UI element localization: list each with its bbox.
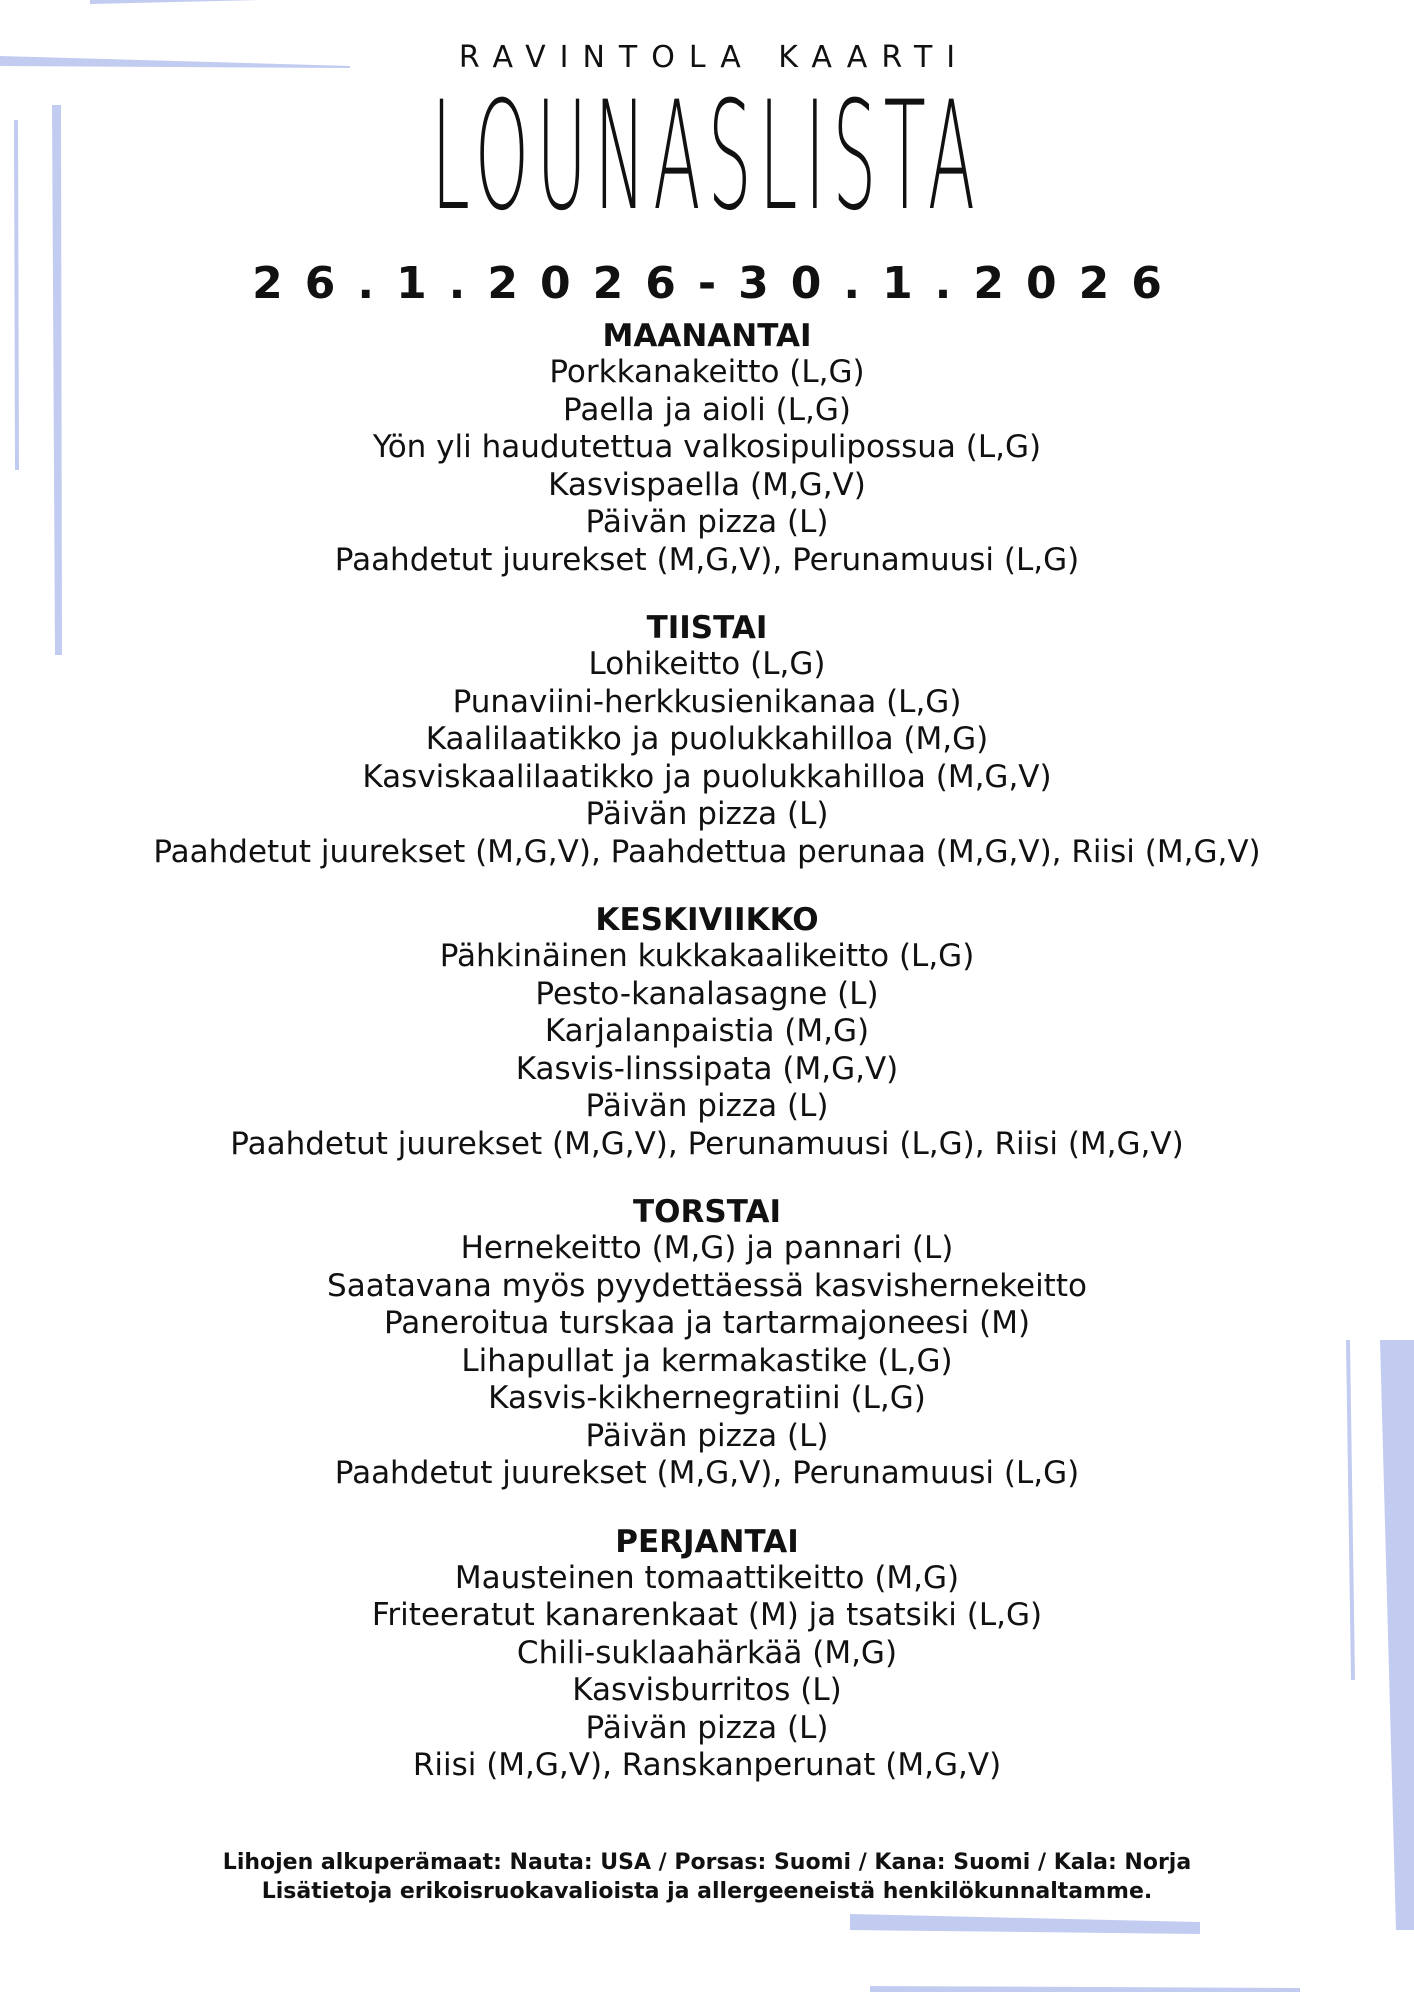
menu-item: Päivän pizza (L) (585, 1088, 829, 1124)
day-heading: TIISTAI (646, 610, 768, 646)
day-section-torstai (0, 1194, 1414, 1493)
menu-item: Päivän pizza (L) (585, 504, 829, 540)
menu-item: Friteeratut kanarenkaat (M) ja tsatsiki (L,G) (371, 1597, 1043, 1633)
menu-item: Paahdetut juurekset (M,G,V), Perunamuusi (L,G) (334, 1455, 1080, 1491)
menu-item: Paahdetut juurekset (M,G,V), Paahdettua perunaa (M,G,V), Riisi (M,G,V) (153, 833, 1261, 870)
day-heading: TORSTAI (633, 1194, 781, 1230)
menu-item: Yön yli haudutettua valkosipulipossua (L,G) (372, 429, 1042, 465)
menu-item: Paahdetut juurekset (M,G,V), Perunamuusi (L,G) (334, 541, 1080, 578)
menu (0, 318, 1414, 1816)
menu-item: Mausteinen tomaattikeitto (M,G) (454, 1559, 960, 1596)
menu-item: Lohikeitto (L,G) (588, 646, 826, 682)
menu-item: Porkkanakeitto (L,G) (549, 354, 865, 390)
menu-item: Kaalilaatikko ja puolukkahilloa (M,G) (425, 721, 989, 757)
day-heading: PERJANTAI (615, 1523, 799, 1560)
menu-item: Chili-suklaahärkää (M,G) (516, 1634, 898, 1671)
page-title (0, 70, 1414, 244)
title-text: LOUNASLISTA (431, 70, 983, 244)
day-section-perjantai (0, 1524, 1414, 1785)
day-section-maanantai (0, 318, 1414, 579)
footer-info-note: Lisätietoja erikoisruokavalioista ja allergeeneistä henkilökunnaltamme. (261, 1879, 1153, 1904)
menu-item: Karjalanpaistia (M,G) (544, 1013, 870, 1049)
menu-item: Kasviskaalilaatikko ja puolukkahilloa (M,G,V) (362, 758, 1052, 795)
date-range: 26.1.2026-30.1.2026 (252, 258, 1184, 309)
decorative-stroke (870, 1986, 1300, 1992)
menu-item: Kasvis-kikhernegratiini (L,G) (488, 1380, 926, 1416)
menu-item: Päivän pizza (L) (585, 1709, 829, 1746)
menu-item: Punaviini-herkkusienikanaa (L,G) (452, 683, 962, 720)
footer-origin-note: Lihojen alkuperämaat: Nauta: USA / Porsas: Suomi / Kana: Suomi / Kala: Norja (222, 1850, 1192, 1875)
menu-item: Paneroitua turskaa ja tartarmajoneesi (M) (383, 1305, 1031, 1341)
day-section-keskiviikko (0, 902, 1414, 1163)
menu-item: Saatavana myös pyydettäessä kasvishernekeitto (327, 1267, 1087, 1304)
menu-item: Paahdetut juurekset (M,G,V), Perunamuusi (L,G), Riisi (M,G,V) (230, 1125, 1184, 1162)
decorative-stroke (850, 1914, 1200, 1934)
menu-item: Lihapullat ja kermakastike (L,G) (461, 1342, 953, 1379)
menu-item: Hernekeitto (M,G) ja pannari (L) (460, 1230, 954, 1266)
menu-item: Kasvisburritos (L) (572, 1672, 842, 1708)
day-heading: KESKIVIIKKO (595, 902, 819, 938)
menu-item: Paella ja aioli (L,G) (563, 391, 851, 428)
restaurant-name: RAVINTOLA KAARTI (458, 40, 970, 75)
decorative-stroke (90, 0, 260, 4)
menu-item: Kasvis-linssipata (M,G,V) (515, 1050, 899, 1087)
menu-item: Pähkinäinen kukkakaalikeitto (L,G) (439, 938, 975, 974)
day-section-tiistai (0, 610, 1414, 871)
menu-item: Riisi (M,G,V), Ranskanperunat (M,G,V) (412, 1747, 1002, 1783)
footer (0, 1848, 1414, 1906)
day-heading: MAANANTAI (602, 318, 812, 354)
menu-item: Kasvispaella (M,G,V) (548, 466, 866, 503)
menu-item: Päivän pizza (L) (585, 796, 829, 832)
menu-item: Pesto-kanalasagne (L) (535, 975, 879, 1012)
menu-item: Päivän pizza (L) (585, 1417, 829, 1454)
